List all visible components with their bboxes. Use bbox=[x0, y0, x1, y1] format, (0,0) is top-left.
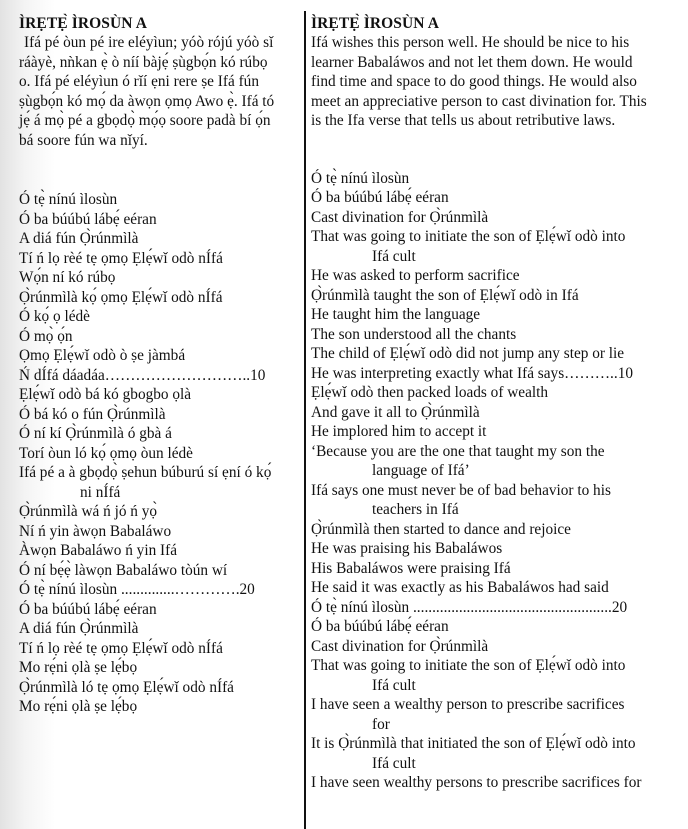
verse-line-continuation: for bbox=[372, 715, 390, 733]
verse-line: Ó tẹ̀ nínú ìlosùn bbox=[19, 191, 118, 208]
verse-line-continuation: ni nÍfá bbox=[80, 483, 121, 501]
verse-line: Ó ba búúbú lábẹ́ eéran bbox=[19, 210, 157, 228]
verse-line: Mo rẹ́ni ọlà ṣe lẹ́bọ bbox=[19, 659, 138, 676]
intro-line: learner Babaláwos and not let them down. He would bbox=[311, 53, 633, 71]
intro-line: Ifá wishes this person well. He should be nice to his bbox=[311, 34, 630, 51]
verse-line: He was asked to perform sacrifice bbox=[311, 267, 520, 284]
verse-line: A diá fún Ọ̀rúnmìlà bbox=[19, 230, 139, 247]
yoruba-verses bbox=[19, 190, 301, 717]
intro-line: meet an appreciative person to cast divination for. This bbox=[311, 92, 647, 110]
verse-line: The child of Ẹlẹ́wǐ odò did not jump any step or lie bbox=[311, 345, 625, 362]
verse-line: Ó ní kí Ọ̀rúnmìlà ó gbà á bbox=[19, 425, 172, 442]
verse-line: Ọmọ Ẹlẹ́wǐ odò ò ṣe jàmbá bbox=[19, 347, 186, 364]
verse-line: Ó tẹ̀ nínú ìlosùn bbox=[311, 169, 410, 187]
verse-line-continuation: Ifá cult bbox=[372, 754, 416, 772]
verse-line: Ó tẹ̀ nínú ìlosùn ....................................................20 bbox=[311, 598, 628, 616]
verse-line: Ifá pé a à gbọdọ̀ ṣehun búburú sí ẹní ó kọ́ bbox=[19, 464, 272, 481]
verse-line: Torí òun ló kọ́ ọmọ òun lédè bbox=[19, 444, 193, 462]
verse-line: He was interpreting exactly what Ifá says………..10 bbox=[311, 364, 633, 382]
verse-line: He taught him the language bbox=[311, 306, 481, 323]
verse-line: Tí ń lọ rèé tẹ ọmọ Ẹlẹ́wǐ odò nÍfá bbox=[19, 249, 223, 267]
verse-line-continuation: language of Ifá’ bbox=[372, 462, 470, 479]
verse-line: Ó ba búúbú lábẹ́ eéran bbox=[311, 189, 449, 206]
verse-line: Ifá says one must never be of bad behavior to his bbox=[311, 481, 611, 499]
intro-line: is the Ifa verse that tells us about retributive laws. bbox=[311, 112, 616, 129]
intro-line: ṣùgbọ́n kó mọ́ da àwọn ọmọ Awo ẹ̀. Ifá tó bbox=[19, 92, 275, 110]
intro-line: bá soore fún wa nǐyí. bbox=[19, 131, 148, 149]
yoruba-column bbox=[19, 14, 301, 717]
column-divider bbox=[304, 11, 306, 829]
verse-line: ‘Because you are the one that taught my son the bbox=[311, 442, 605, 460]
verse-line: I have seen a wealthy person to prescribe sacrifices bbox=[311, 696, 625, 713]
english-intro bbox=[311, 33, 683, 131]
verse-line: Ń dÍfá dáadáa………………………..10 bbox=[19, 366, 266, 384]
intro-line: jẹ́ á mọ̀ pé a gbọdọ̀ mọ́ọ soore padà bí ọ́n bbox=[19, 112, 271, 129]
intro-line: o. Ifá pé eléyìun ó rǐí ẹni rere ṣe Ifá fún bbox=[19, 73, 259, 90]
verse-line-continuation: Ifá cult bbox=[372, 247, 416, 265]
verse-line: Ó ba búúbú lábẹ́ eéran bbox=[19, 600, 157, 618]
verse-line: Cast divination for Ọ̀rúnmìlà bbox=[311, 637, 489, 655]
verse-line: Ọ̀rúnmìlà wá ń jó ń yọ̀ bbox=[19, 503, 158, 520]
verse-line: His Babaláwos were praising Ifá bbox=[311, 559, 511, 577]
verse-line: That was going to initiate the son of Ẹlẹ́wǐ odò into bbox=[311, 228, 626, 245]
verse-line: Mo rẹ́ni ọlà ṣe lẹ́bọ bbox=[19, 698, 138, 715]
intro-line: Ifá pé òun pé ire eléyìun; yóò rójú yóò sǐ bbox=[24, 34, 274, 51]
verse-line: He was praising his Babaláwos bbox=[311, 540, 503, 557]
verse-line: It is Ọ̀rúnmìlà that initiated the son of Ẹlẹ́wǐ odò into bbox=[311, 735, 636, 752]
verse-line: Ẹlẹ́wǐ odò bá kó gbogbo ọlà bbox=[19, 386, 192, 403]
verse-line-continuation: teachers in Ifá bbox=[372, 501, 459, 518]
verse-line: Wọ́n ní kó rúbọ bbox=[19, 269, 116, 286]
yoruba-title: ÌRẸTẸ̀ ÌROSÙN A bbox=[19, 15, 148, 32]
verse-line: Ọ̀rúnmìlà ló tẹ ọmọ Ẹlẹ́wǐ odò nÍfá bbox=[19, 678, 234, 696]
verse-line: Ó kọ́ ọ lédè bbox=[19, 308, 90, 325]
verse-line: Ní ń yin àwọn Babaláwo bbox=[19, 522, 172, 540]
verse-line-continuation: Ifá cult bbox=[372, 676, 416, 694]
verse-line: Ó bá kó o fún Ọ̀rúnmìlà bbox=[19, 405, 166, 423]
verse-line: Cast divination for Ọ̀rúnmìlà bbox=[311, 208, 489, 226]
verse-line: I have seen wealthy persons to prescribe sacrifices for bbox=[311, 774, 642, 791]
verse-line: The son understood all the chants bbox=[311, 325, 517, 343]
verse-line: Ó ba búúbú lábẹ́ eéran bbox=[311, 618, 449, 635]
verse-line: Àwọn Babaláwo ń yin Ifá bbox=[19, 542, 178, 559]
english-column bbox=[311, 14, 683, 793]
verse-line: Ẹlẹ́wǐ odò then packed loads of wealth bbox=[311, 384, 549, 401]
verse-line: Ọ̀rúnmìlà then started to dance and rejoice bbox=[311, 520, 571, 538]
verse-line: Ọ̀rúnmìlà kọ́ ọmọ Ẹlẹ́wǐ odò nÍfá bbox=[19, 288, 223, 306]
verse-line: And gave it all to Ọ̀rúnmìlà bbox=[311, 403, 480, 421]
verse-line: He said it was exactly as his Babaláwos had said bbox=[311, 579, 609, 596]
verse-line: Ó ní bẹ́ẹ̀ làwọn Babaláwo tòún wí bbox=[19, 561, 228, 579]
english-verses bbox=[311, 169, 683, 793]
verse-line: He implored him to accept it bbox=[311, 423, 487, 440]
verse-line: Ọ̀rúnmìlà taught the son of Ẹlẹ́wǐ odò in Ifá bbox=[311, 286, 579, 304]
verse-line: Ó tẹ̀ nínú ìlosùn ..............………….20 bbox=[19, 581, 255, 598]
verse-line: That was going to initiate the son of Ẹlẹ́wǐ odò into bbox=[311, 657, 626, 674]
verse-line: Tí ń lọ rèé tẹ ọmọ Ẹlẹ́wǐ odò nÍfá bbox=[19, 639, 223, 657]
verse-line: A diá fún Ọ̀rúnmìlà bbox=[19, 620, 139, 637]
english-title: ÌRẸTẸ̀ ÌROSÙN A bbox=[311, 15, 440, 32]
yoruba-intro bbox=[19, 33, 301, 150]
intro-line: ráàyè, nǹkan ẹ̀ ò níí bàjẹ́ ṣùgbọ́n kó rúbọ bbox=[19, 53, 268, 71]
intro-line: find time and space to do good things. He would also bbox=[311, 73, 637, 90]
verse-line: Ó mọ̀ ọ́n bbox=[19, 327, 73, 345]
